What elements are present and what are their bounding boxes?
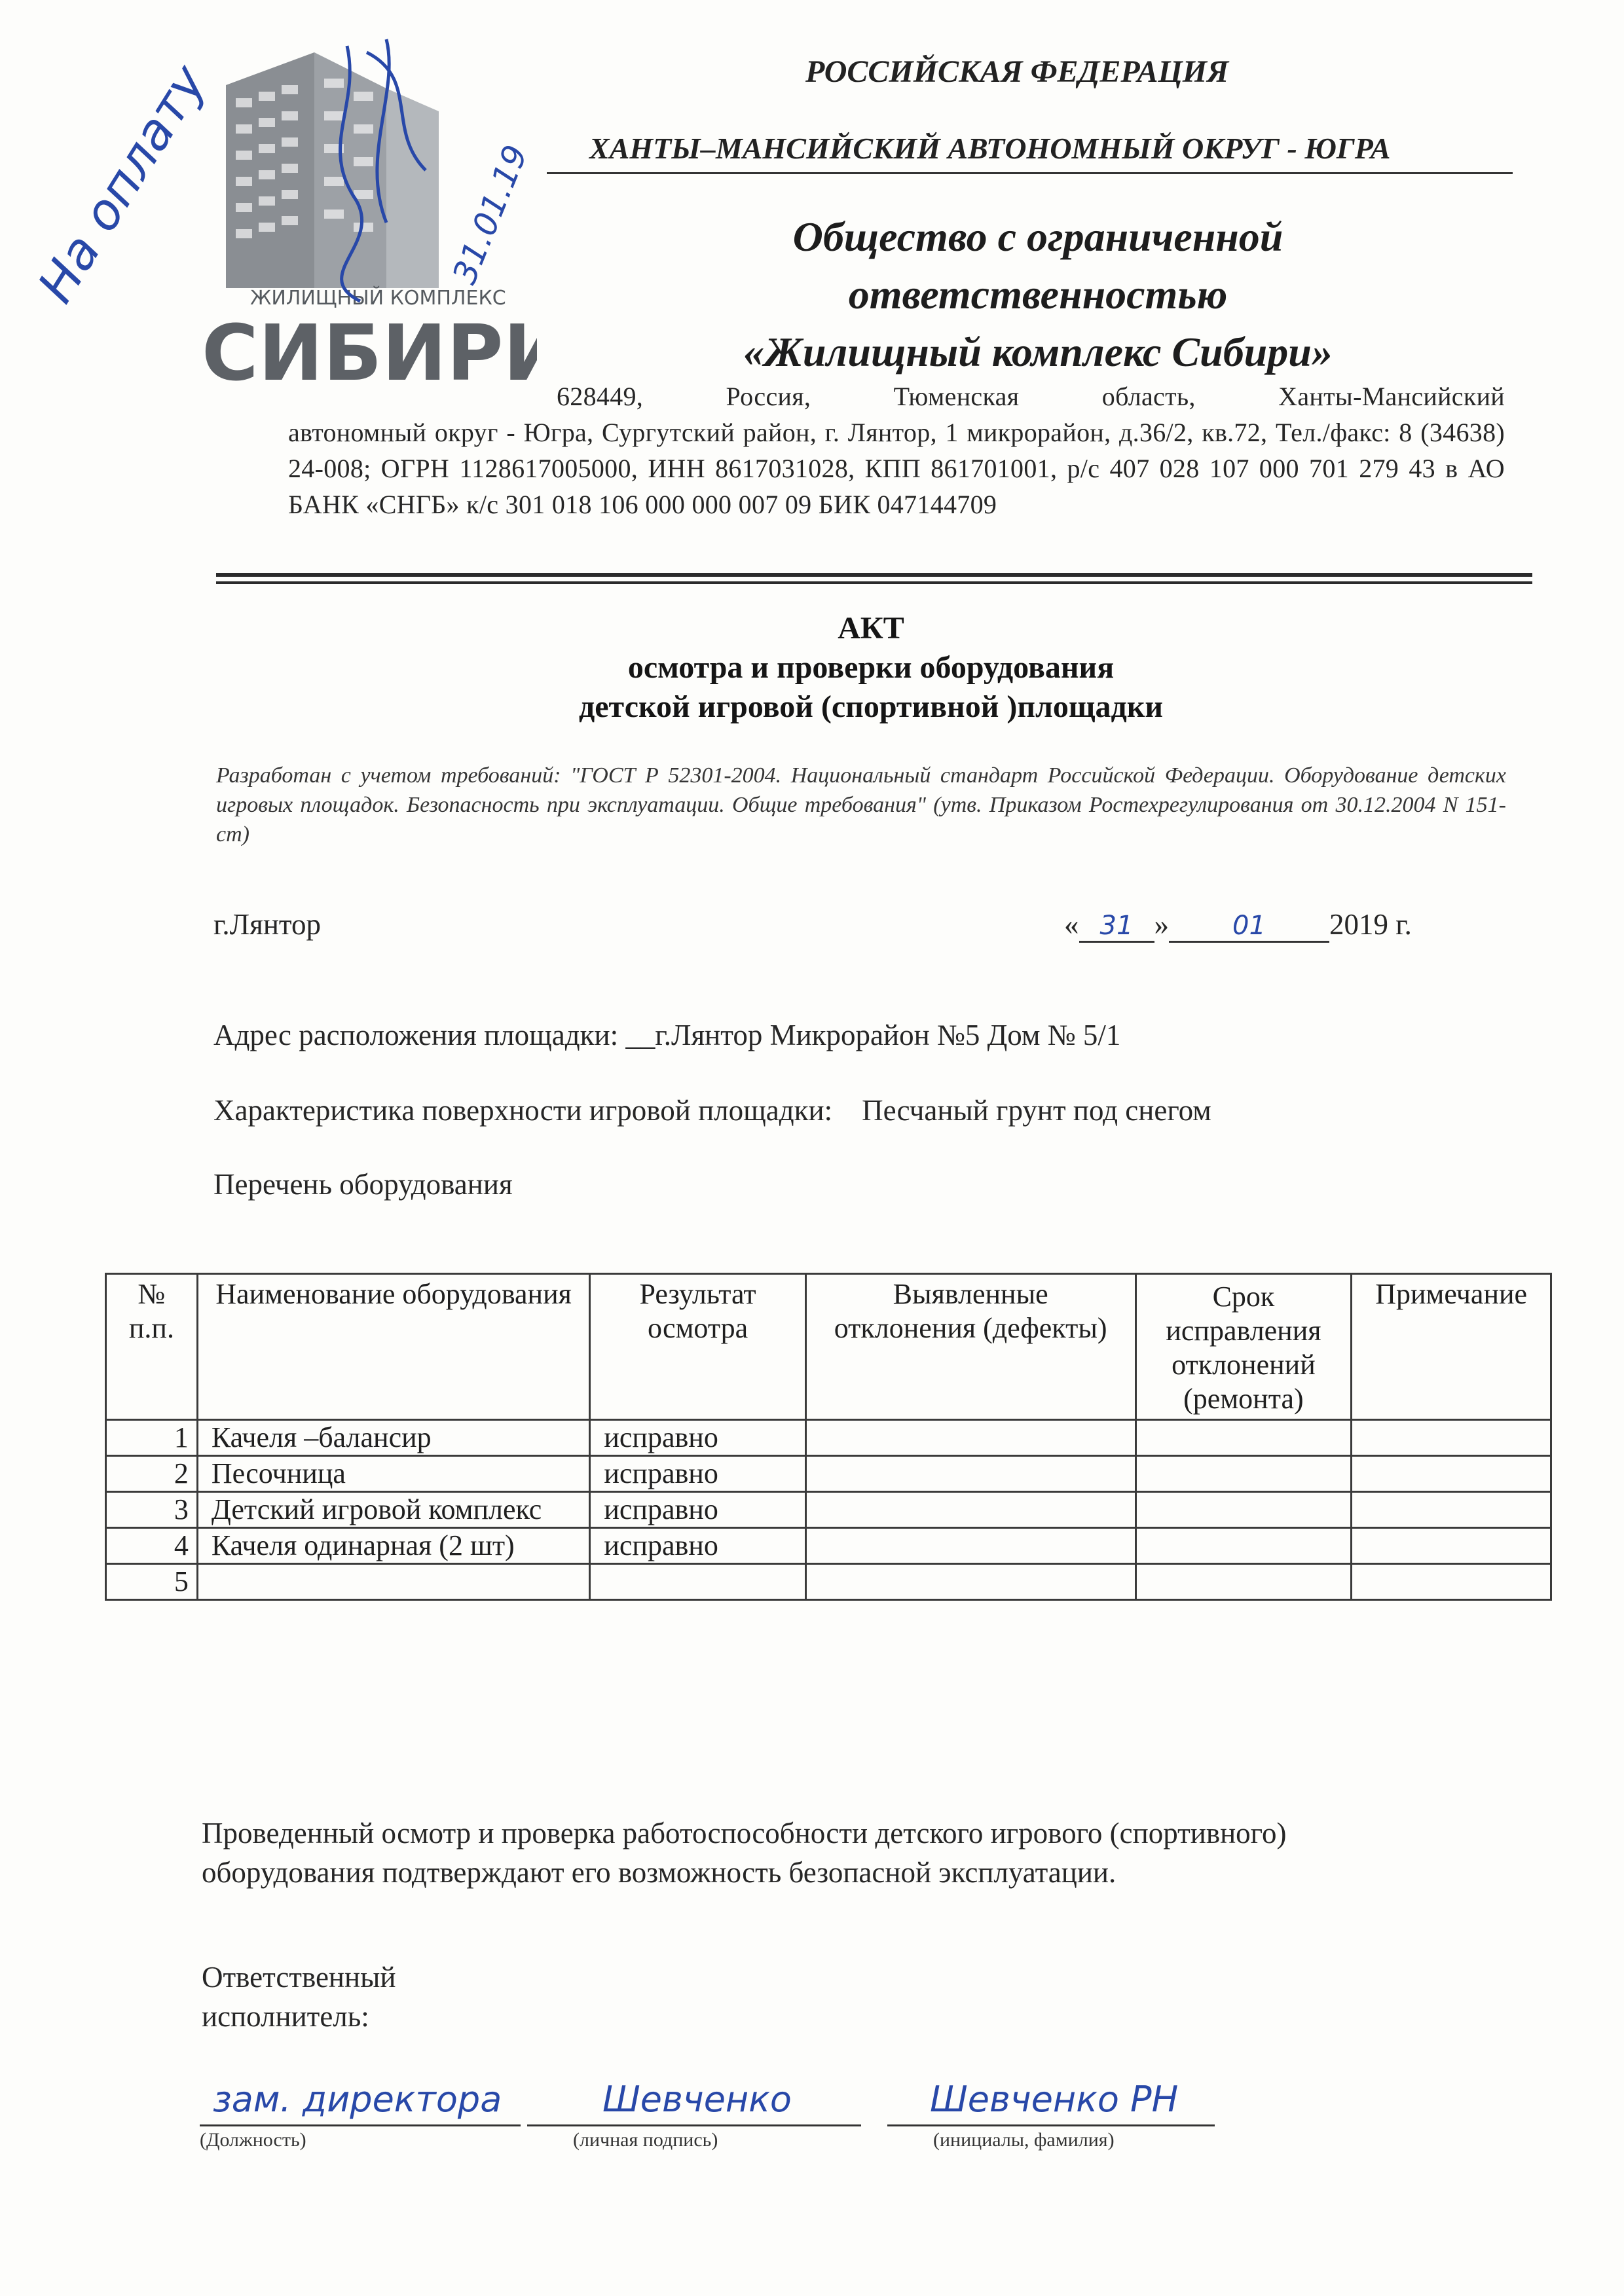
- organization-name: [655, 208, 1421, 381]
- company-contacts: [288, 378, 1505, 522]
- table-row: [106, 1564, 1551, 1600]
- region-underline: [547, 172, 1513, 174]
- row-name: Качеля –балансир: [197, 1420, 590, 1456]
- row-defects: [805, 1564, 1135, 1600]
- org-line-3: «Жилищный комплекс Сибири»: [743, 329, 1333, 375]
- logo-small-text: ЖИЛИЩНЫЙ КОМПЛЕКС: [250, 287, 506, 310]
- country-name: РОССИЙСКАЯ ФЕДЕРАЦИЯ: [805, 54, 1229, 89]
- row-name: Качеля одинарная (2 шт): [197, 1528, 590, 1564]
- approval-handwriting: На оплату: [26, 54, 217, 313]
- table-header-row: [106, 1274, 1551, 1420]
- table-row: [106, 1456, 1551, 1492]
- signature-line: [527, 2124, 861, 2126]
- header-term: Срок исправления отклонений (ремонта): [1135, 1274, 1352, 1420]
- approval-date: 31.01.19: [445, 139, 536, 289]
- row-defects: [805, 1528, 1135, 1564]
- row-note: [1352, 1456, 1551, 1492]
- row-name: Детский игровой комплекс: [197, 1492, 590, 1528]
- org-line-1: Общество с ограниченной: [792, 213, 1283, 260]
- date-month: 01: [1169, 911, 1329, 943]
- table-row: [106, 1528, 1551, 1564]
- header-result: Результат осмотра: [590, 1274, 805, 1420]
- row-defects: [805, 1420, 1135, 1456]
- responsible-label: [202, 1958, 396, 2036]
- responsible-line-1: Ответственный: [202, 1961, 396, 1994]
- row-defects: [805, 1492, 1135, 1528]
- header-defects: Выявленные отклонения (дефекты): [805, 1274, 1135, 1420]
- surface-value: Песчаный грунт под снегом: [862, 1094, 1211, 1127]
- row-note: [1352, 1528, 1551, 1564]
- name-handwritten: Шевченко РН: [930, 2079, 1179, 2120]
- header-note: Примечание: [1352, 1274, 1551, 1420]
- row-note: [1352, 1564, 1551, 1600]
- region-name: ХАНТЫ–МАНСИЙСКИЙ АВТОНОМНЫЙ ОКРУГ - ЮГРА: [589, 132, 1391, 165]
- row-note: [1352, 1420, 1551, 1456]
- row-name: [197, 1564, 590, 1600]
- row-num: 2: [106, 1456, 198, 1492]
- header-rule-thick: [216, 573, 1532, 577]
- address: [213, 1018, 1120, 1052]
- position-handwritten: зам. директора: [213, 2079, 502, 2120]
- responsible-line-2: исполнитель:: [202, 2000, 369, 2033]
- personal-signature: Шевченко: [602, 2079, 792, 2120]
- contacts-rest: автономный округ - Югра, Сургутский район, г. Лянтор, 1 микрорайон, д.36/2, кв.72, Тел./факс: 8 (34638) 24-008; ОГРН 1128617005000, ИНН 8617031028, КПП 861701001, р/с 407 028 107 000 701 279 43 в АО БАНК «СНГБ» к/с 301 018 106 000 000 007 09 БИК 047144709: [288, 418, 1505, 519]
- row-term: [1135, 1420, 1352, 1456]
- row-term: [1135, 1492, 1352, 1528]
- date-year: 2019 г.: [1329, 908, 1412, 941]
- row-num: 5: [106, 1564, 198, 1600]
- standard-reference: Разработан с учетом требований: "ГОСТ Р 52301-2004. Национальный стандарт Российской Федерации. Оборудование детских игровых площадок. Безопасность при эксплуатации. Общие требования" (утв. Приказом Ростехрегулирования от 30.12.2004 N 151-ст): [216, 763, 1506, 847]
- table-row: [106, 1492, 1551, 1528]
- table-row: [106, 1420, 1551, 1456]
- row-result: исправно: [590, 1528, 805, 1564]
- header-rule-thin: [216, 581, 1532, 584]
- document-title: [458, 609, 1283, 727]
- name-line: [887, 2124, 1215, 2126]
- row-result: исправно: [590, 1492, 805, 1528]
- row-term: [1135, 1564, 1352, 1600]
- header-num: № п.п.: [106, 1274, 198, 1420]
- equipment-table: [105, 1273, 1552, 1601]
- org-line-2: ответственностью: [848, 271, 1228, 318]
- logo-big-text: СИБИРИ: [202, 308, 537, 393]
- date-open-quote: «: [1064, 908, 1079, 941]
- signature-caption: (личная подпись): [573, 2129, 718, 2151]
- document-date: [1064, 907, 1412, 943]
- position-caption: (Должность): [200, 2129, 306, 2151]
- row-defects: [805, 1456, 1135, 1492]
- surface-characteristic: [213, 1093, 1211, 1127]
- date-day: 31: [1079, 911, 1154, 943]
- row-note: [1352, 1492, 1551, 1528]
- date-close-quote: »: [1154, 908, 1169, 941]
- title-line-3: детской игровой (спортивной )площадки: [578, 689, 1164, 724]
- address-value: г.Лянтор Микрорайон №5 Дом № 5/1: [655, 1019, 1121, 1051]
- name-caption: (инициалы, фамилия): [933, 2129, 1115, 2151]
- row-num: 4: [106, 1528, 198, 1564]
- row-result: исправно: [590, 1420, 805, 1456]
- row-term: [1135, 1528, 1352, 1564]
- header-name: Наименование оборудования: [197, 1274, 590, 1420]
- row-result: исправно: [590, 1456, 805, 1492]
- address-label: Адрес расположения площадки: __: [213, 1019, 655, 1051]
- place: г.Лянтор: [213, 908, 322, 941]
- row-result: [590, 1564, 805, 1600]
- conclusion: Проведенный осмотр и проверка работоспособности детского игрового (спортивного) оборудования подтверждают его возможность безопасной эксплуатации.: [202, 1817, 1287, 1889]
- contacts-line-1: 628449, Россия, Тюменская область, Ханты-Мансийский: [557, 382, 1505, 411]
- position-line: [200, 2124, 521, 2126]
- row-name: Песочница: [197, 1456, 590, 1492]
- title-line-1: АКТ: [838, 611, 904, 646]
- row-num: 3: [106, 1492, 198, 1528]
- title-line-2: осмотра и проверки оборудования: [627, 650, 1115, 685]
- surface-label: Характеристика поверхности игровой площадки:: [213, 1094, 833, 1127]
- row-term: [1135, 1456, 1352, 1492]
- row-num: 1: [106, 1420, 198, 1456]
- equipment-list-label: Перечень оборудования: [213, 1168, 513, 1201]
